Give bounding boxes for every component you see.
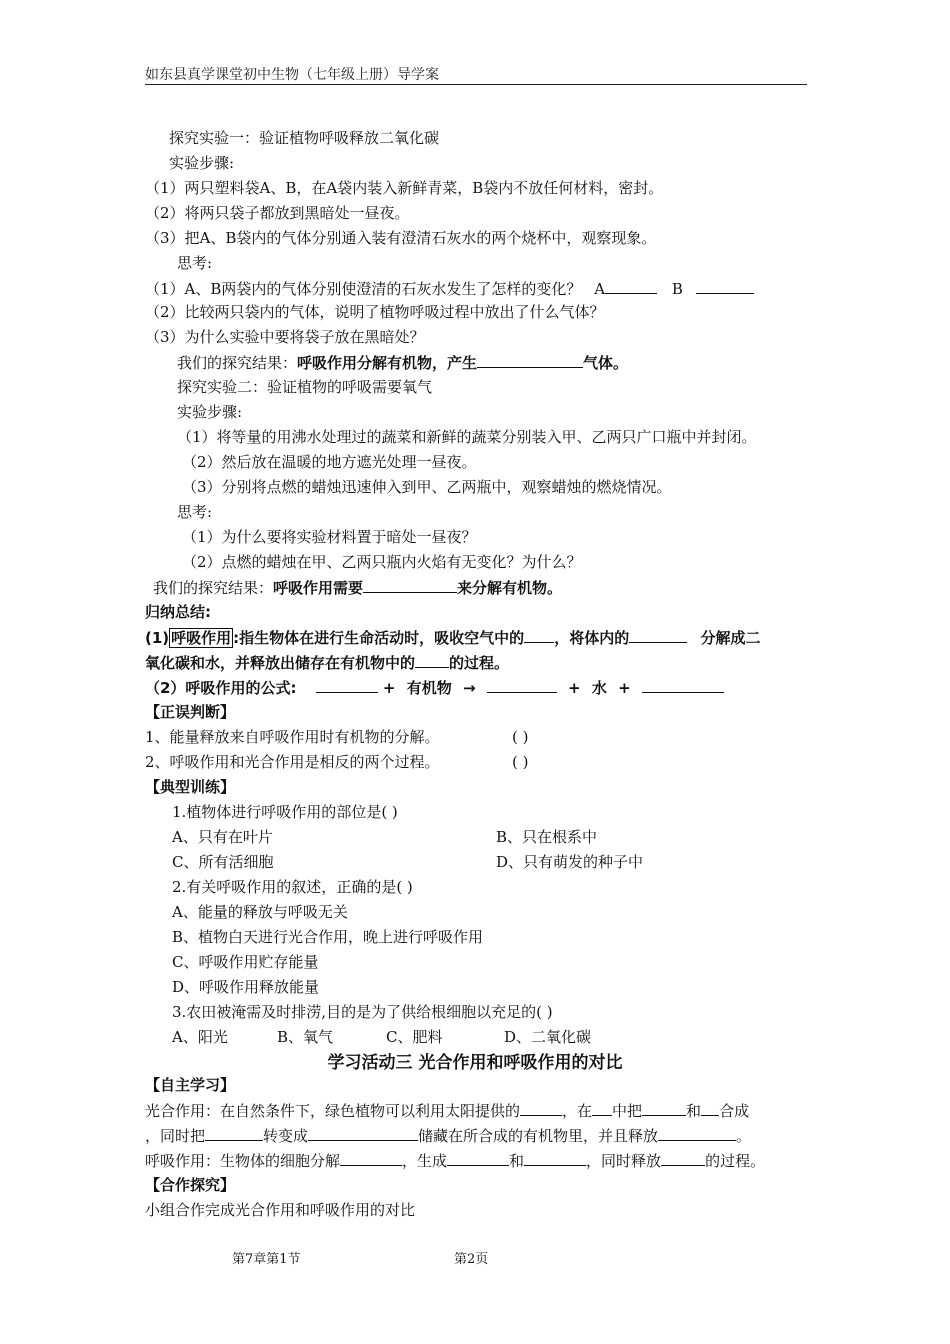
exp1-question1: （1）A、B两袋内的气体分别使澄清的石灰水发生了怎样的变化？ A B: [145, 278, 754, 299]
exp1-question2: （2）比较两只袋内的气体，说明了植物呼吸过程中放出了什么气体？: [145, 303, 605, 321]
term-box: 呼吸作用: [171, 629, 232, 647]
respiration-line: 呼吸作用：生物体的细胞分解 ，生成 和 ，同时释放 的过程。: [145, 1152, 766, 1170]
page-header: 如东县真学课堂初中生物（七年级上册）导学案: [145, 67, 439, 83]
exp1-think-label: 思考:: [177, 254, 213, 272]
training-q2-option-c: C、呼吸作用贮存能量: [172, 953, 319, 971]
training-heading: 【典型训练】: [145, 778, 236, 796]
answer-blank[interactable]: [629, 627, 687, 643]
answer-blank[interactable]: [701, 1100, 719, 1116]
self-study-heading: 【自主学习】: [145, 1076, 236, 1094]
judge-item2: 2、呼吸作用和光合作用是相反的两个过程。: [145, 753, 440, 771]
exp2-title: 探究实验二：验证植物的呼吸需要氧气: [177, 378, 433, 396]
judge-heading: 【正误判断】: [145, 703, 236, 721]
training-q1-option-a: A、只有在叶片: [172, 828, 273, 846]
judge-answer-paren[interactable]: ( ): [512, 728, 529, 746]
exp1-result: 我们的探究结果：呼吸作用分解有机物，产生 气体。: [177, 354, 629, 372]
training-q1: 1.植物体进行呼吸作用的部位是( ): [172, 803, 398, 821]
answer-blank[interactable]: [205, 1125, 263, 1141]
training-q3-option-a: A、阳光: [172, 1028, 228, 1046]
header-rule: [145, 84, 807, 85]
answer-blank[interactable]: [661, 1150, 705, 1166]
answer-blank[interactable]: [487, 677, 557, 693]
exp1-title: 探究实验一：验证植物呼吸释放二氧化碳: [169, 129, 440, 147]
exp2-step1: （1）将等量的用沸水处理过的蔬菜和新鲜的蔬菜分别装入甲、乙两只广口瓶中并封闭。: [177, 428, 757, 446]
training-q1-option-c: C、所有活细胞: [172, 853, 274, 871]
answer-blank[interactable]: [658, 1125, 736, 1141]
training-q2: 2.有关呼吸作用的叙述，正确的是( ): [172, 878, 413, 896]
exp1-steps-label: 实验步骤:: [169, 154, 235, 172]
exp2-steps-label: 实验步骤:: [177, 403, 243, 421]
answer-blank[interactable]: [477, 352, 583, 368]
summary-heading: 归纳总结:: [145, 603, 211, 621]
arrow-icon: →: [462, 679, 476, 697]
answer-blank[interactable]: [363, 577, 457, 593]
training-q3-option-d: D、二氧化碳: [504, 1028, 592, 1046]
answer-blank[interactable]: [447, 1150, 509, 1166]
answer-blank[interactable]: [415, 652, 449, 668]
exp2-result: 我们的探究结果：呼吸作用需要 来分解有机物。: [153, 579, 563, 597]
summary-definition-line2: 氧化碳和水，并释放出储存在有机物中的 的过程。: [145, 654, 510, 672]
exp2-step2: （2）然后放在温暖的地方遮光处理一昼夜。: [182, 453, 477, 471]
training-q3: 3.农田被淹需及时排涝,目的是为了供给根细胞以充足的( ): [172, 1003, 553, 1021]
training-q1-option-b: B、只在根系中: [496, 828, 598, 846]
answer-blank[interactable]: [592, 1100, 612, 1116]
answer-blank[interactable]: [696, 278, 754, 294]
training-q2-option-d: D、呼吸作用释放能量: [172, 978, 320, 996]
training-q2-option-a: A、能量的释放与呼吸无关: [172, 903, 348, 921]
answer-blank[interactable]: [308, 1125, 418, 1141]
exp1-step3: （3）把A、B袋内的气体分别通入装有澄清石灰水的两个烧杯中，观察现象。: [145, 229, 657, 247]
answer-blank[interactable]: [605, 278, 657, 294]
exp1-step1: （1）两只塑料袋A、B，在A袋内装入新鲜青菜，B袋内不放任何材料，密封。: [145, 179, 664, 197]
exp2-question1: （1）为什么要将实验材料置于暗处一昼夜？: [182, 528, 477, 546]
footer-page-number: 第2页: [454, 1252, 489, 1267]
judge-answer-paren[interactable]: ( ): [512, 753, 529, 771]
answer-blank[interactable]: [316, 677, 378, 693]
cooperation-heading: 【合作探究】: [145, 1176, 236, 1194]
activity3-title: 学习活动三 光合作用和呼吸作用的对比: [327, 1053, 623, 1073]
photosynthesis-line1: 光合作用：在自然条件下，绿色植物可以利用太阳提供的 ，在 中把 和 合成: [145, 1102, 750, 1120]
exp1-question3: （3）为什么实验中要将袋子放在黑暗处？: [145, 328, 425, 346]
answer-blank[interactable]: [642, 677, 724, 693]
answer-blank[interactable]: [524, 1150, 586, 1166]
exp2-step3: （3）分别将点燃的蜡烛迅速伸入到甲、乙两瓶中，观察蜡烛的燃烧情况。: [182, 478, 672, 496]
judge-item1: 1、能量释放来自呼吸作用时有机物的分解。: [145, 728, 440, 746]
cooperation-text: 小组合作完成光合作用和呼吸作用的对比: [145, 1201, 416, 1219]
answer-blank[interactable]: [340, 1150, 402, 1166]
exp1-step2: （2）将两只袋子都放到黑暗处一昼夜。: [145, 204, 410, 222]
training-q1-option-d: D、只有萌发的种子中: [496, 853, 644, 871]
training-q3-option-b: B、氧气: [277, 1028, 334, 1046]
summary-formula: （2）呼吸作用的公式: + 有机物 → + 水 +: [145, 677, 724, 698]
answer-blank[interactable]: [524, 627, 554, 643]
answer-blank[interactable]: [520, 1100, 562, 1116]
exp2-think-label: 思考:: [177, 503, 213, 521]
footer-chapter: 第7章第1节: [232, 1252, 301, 1267]
photosynthesis-line2: ，同时把 转变成 储藏在所合成的有机物里，并且释放 。: [145, 1127, 752, 1145]
training-q2-option-b: B、植物白天进行光合作用，晚上进行呼吸作用: [172, 928, 484, 946]
training-q3-option-c: C、肥料: [386, 1028, 443, 1046]
exp2-question2: （2）点燃的蜡烛在甲、乙两只瓶内火焰有无变化？为什么？: [182, 553, 582, 571]
answer-blank[interactable]: [642, 1100, 686, 1116]
summary-definition-line1: (1) 呼吸作用 :指生物体在进行生命活动时，吸收空气中的 ，将体内的 分解成二: [145, 629, 761, 647]
